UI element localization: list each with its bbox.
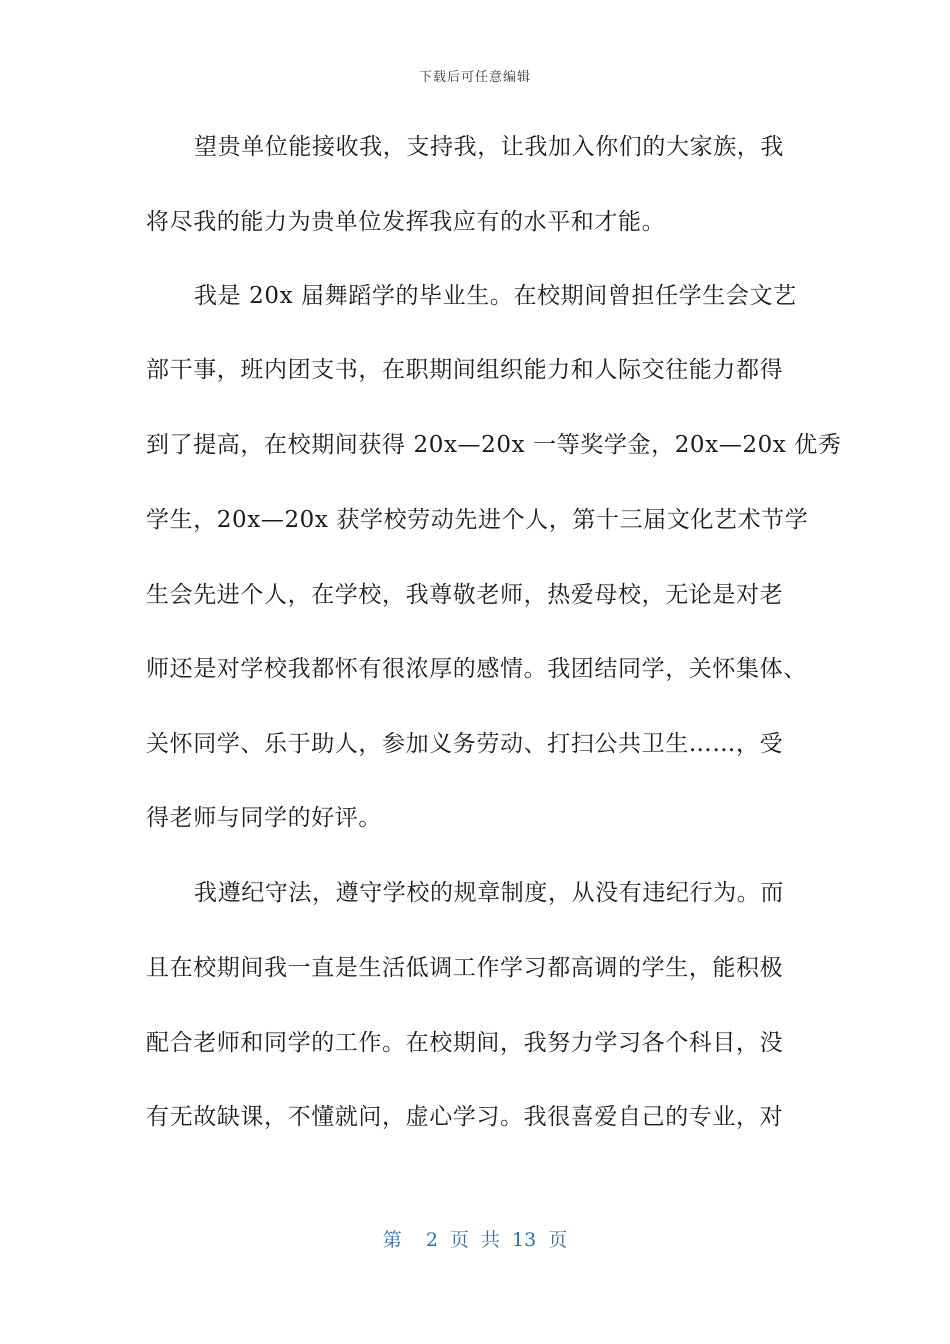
paragraph-2-line-6: 师还是对学校我都怀有很浓厚的感情。我团结同学，关怀集体、 [146, 656, 807, 682]
paragraph-3-line-1: 我遵纪守法，遵守学校的规章制度，从没有违纪行为。而 [194, 880, 784, 906]
page-number-footer: 第 2 页 共 13 页 [382, 1229, 568, 1251]
paragraph-3-line-2: 且在校期间我一直是生活低调工作学习都高调的学生，能积极 [146, 955, 784, 981]
paragraph-3-line-3: 配合老师和同学的工作。在校期间，我努力学习各个科目，没 [146, 1030, 784, 1056]
paragraph-2-line-3: 到了提高，在校期间获得 20x—20x 一等奖学金，20x—20x 优秀 [146, 432, 842, 458]
paragraph-3-line-4: 有无故缺课，不懂就问，虚心学习。我很喜爱自己的专业，对 [146, 1104, 784, 1130]
paragraph-2-line-8: 得老师与同学的好评。 [146, 805, 382, 831]
paragraph-2-line-2: 部干事，班内团支书，在职期间组织能力和人际交往能力都得 [146, 357, 784, 383]
paragraph-1-line-1: 望贵单位能接收我，支持我，让我加入你们的大家族，我 [194, 134, 784, 160]
paragraph-2-line-4: 学生，20x—20x 获学校劳动先进个人，第十三届文化艺术节学 [146, 507, 809, 533]
paragraph-1-line-2: 将尽我的能力为贵单位发挥我应有的水平和才能。 [146, 209, 666, 235]
page-header: 下载后可任意编辑 [418, 70, 531, 85]
paragraph-2-line-1: 我是 20x 届舞蹈学的毕业生。在校期间曾担任学生会文艺 [194, 283, 797, 309]
paragraph-2-line-5: 生会先进个人，在学校，我尊敬老师，热爱母校，无论是对老 [146, 582, 784, 608]
paragraph-2-line-7: 关怀同学、乐于助人，参加义务劳动、打扫公共卫生……，受 [146, 731, 784, 757]
